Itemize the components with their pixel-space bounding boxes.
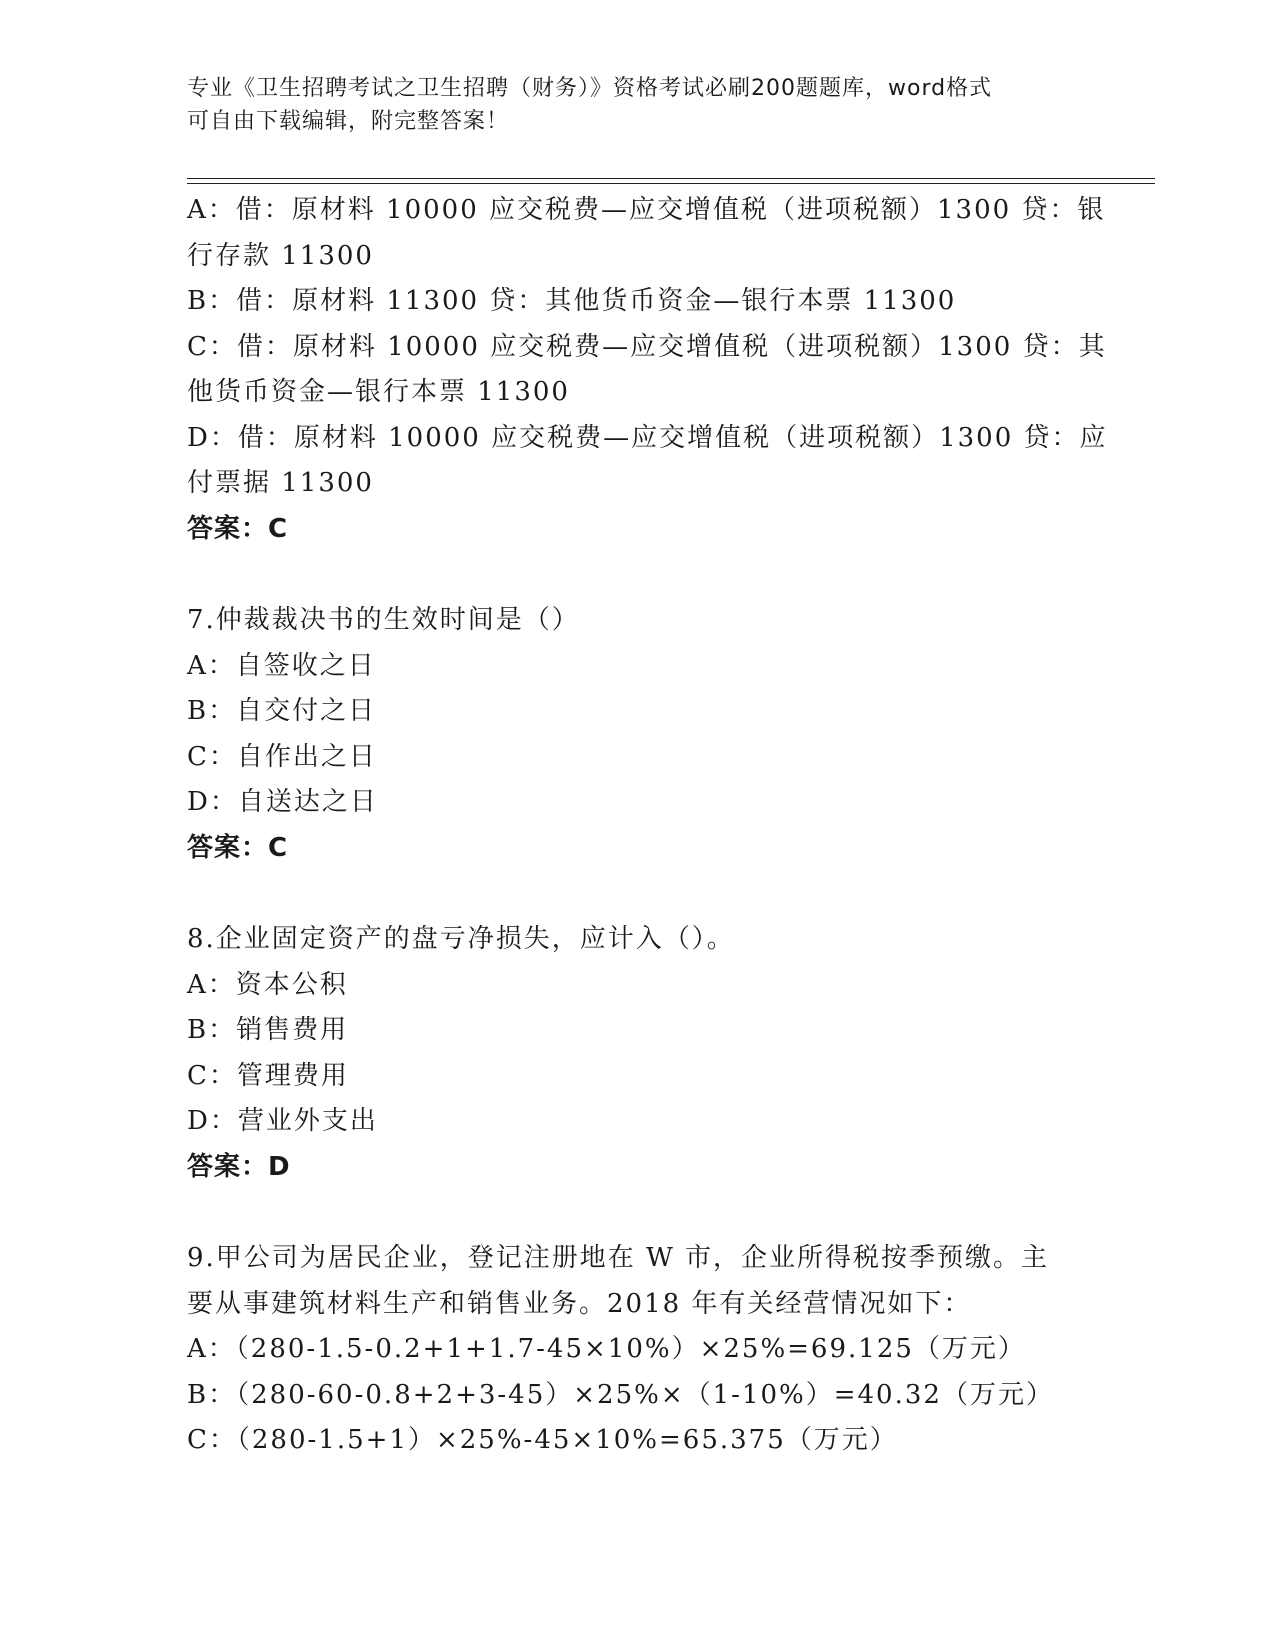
q6-option-c-line-2: 他货币资金—银行本票 11300 [187,377,570,407]
q9-question-line-1: 9.甲公司为居民企业，登记注册地在 W 市，企业所得税按季预缴。主 [187,1243,1050,1273]
q6-option-a-line-2: 行存款 11300 [187,240,374,271]
q7-answer: 答案：C [187,832,289,863]
q7-option-a: A：自签收之日 [187,650,376,681]
q9-option-c: C：（280-1.5+1）×25%-45×10%=65.375（万元） [187,1425,898,1455]
question-8 [187,917,1087,1190]
spacer [187,871,1087,917]
question-list [187,188,1108,1464]
q6-answer: 答案：C [187,513,289,544]
q8-option-a: A：资本公积 [187,969,348,1000]
q9-option-b: B：（280-60-0.8+2+3-45）×25%×（1-10%）=40.32（万元） [187,1379,1054,1410]
spacer [187,1190,1087,1236]
header-divider [187,178,1155,184]
q6-option-c-line-1: C：借：原材料 10000 应交税费—应交增值税（进项税额）1300 贷：其 [187,331,1107,362]
q7-option-c: C：自作出之日 [187,741,377,772]
q7-option-d: D：自送达之日 [187,787,378,817]
q8-option-b: B：销售费用 [187,1015,349,1045]
q7-question: 7.仲裁裁决书的生效时间是（） [187,605,580,635]
q8-option-d: D：营业外支出 [187,1106,378,1136]
q6-option-d-line-2: 付票据 11300 [187,468,374,498]
header-title-line-2: 可自由下载编辑，附完整答案！ [187,109,510,134]
q8-option-c: C：管理费用 [187,1060,349,1091]
question-6-options [187,188,1108,552]
q6-option-b: B：借：原材料 11300 贷：其他货币资金—银行本票 11300 [187,286,957,316]
document-header [187,72,1067,138]
q9-question-line-2: 要从事建筑材料生产和销售业务。2018 年有关经营情况如下： [187,1288,972,1319]
q6-option-d-line-1: D：借：原材料 10000 应交税费—应交增值税（进项税额）1300 贷：应 [187,422,1108,453]
q6-option-a-line-1: A：借：原材料 10000 应交税费—应交增值税（进项税额）1300 贷：银 [187,195,1106,225]
question-7 [187,598,1087,871]
spacer [187,552,1087,598]
q8-answer: 答案：D [187,1151,291,1182]
q8-question: 8.企业固定资产的盘亏净损失，应计入（）。 [187,924,735,954]
header-title-line-1: 专业《卫生招聘考试之卫生招聘（财务）》资格考试必刷200题题库，word格式 [187,76,993,101]
q7-option-b: B：自交付之日 [187,696,377,726]
question-9 [187,1236,1087,1464]
q9-option-a: A：（280-1.5-0.2+1+1.7-45×10%）×25%=69.125（万元） [187,1334,1026,1364]
